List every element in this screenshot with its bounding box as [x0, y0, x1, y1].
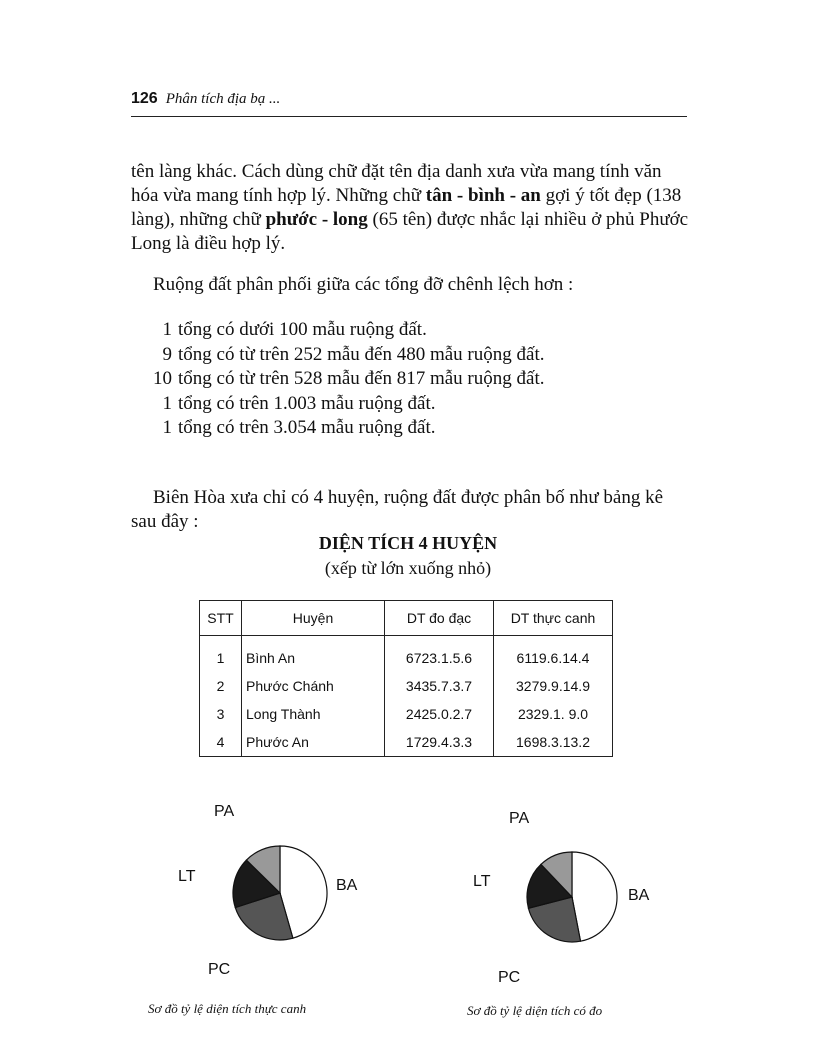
list-item: 1 tổng có trên 1.003 mẫu ruộng đất.	[162, 392, 436, 414]
pie-label-lt: LT	[473, 873, 491, 890]
pie-caption-measured: Sơ đồ tỷ lệ diện tích có đo	[467, 1003, 603, 1018]
pie-label-pa: PA	[214, 803, 235, 820]
table-subtitle: (xếp từ lớn xuống nhỏ)	[324, 558, 492, 578]
para1-text-c: (65 tên) được nhắc lại nhiều ở phủ Phước Long là điều hợp lý.	[131, 209, 689, 254]
page-number: 126	[131, 90, 158, 107]
running-title: Phân tích địa bạ ...	[165, 91, 281, 107]
table-row: 3 Long Thành 2425.0.2.7 2329.1. 9.0	[200, 700, 613, 728]
header-cultivated-area: DT thực canh	[494, 601, 613, 636]
pie-label-pa: PA	[509, 810, 530, 827]
paragraph-land-distribution: Ruộng đất phân phối giữa các tổng đỡ chênh lệch hơn :	[153, 274, 574, 295]
list-item: 9 tổng có từ trên 252 mẫu đến 480 mẫu ruộng đất.	[162, 343, 545, 365]
district-area-table	[199, 600, 613, 757]
pie-label-pc: PC	[498, 969, 521, 986]
header-measured-area: DT đo đạc	[385, 601, 494, 636]
table-header-row	[200, 601, 613, 636]
pie-chart-measured	[460, 805, 690, 995]
table-row: 4 Phước An 1729.4.3.3 1698.3.13.2	[200, 728, 613, 757]
table-row: 2 Phước Chánh 3435.7.3.7 3279.9.14.9	[200, 672, 613, 700]
table-row: 1 Bình An 6723.1.5.6 6119.6.14.4	[200, 636, 613, 673]
pie-chart-cultivated	[150, 795, 380, 995]
para1-bold-b: phước - long	[265, 209, 368, 230]
list-item: 1 tổng có dưới 100 mẫu ruộng đất.	[162, 319, 427, 340]
canton-land-list	[150, 318, 544, 441]
header-stt: STT	[200, 601, 242, 636]
pie-label-pc: PC	[208, 961, 231, 978]
list-item: 10 tổng có từ trên 528 mẫu đến 817 mẫu ruộng đất.	[153, 368, 545, 389]
pie-label-ba: BA	[628, 887, 650, 904]
para1-text-b: gợi ý tốt đẹp (138 làng), những chữ	[131, 185, 682, 230]
pie-svg-cultivated	[150, 795, 380, 995]
paragraph-bien-hoa: Biên Hòa xưa chỉ có 4 huyện, ruộng đất được phân bố như bảng kê sau đây :	[131, 487, 664, 532]
page-header	[131, 90, 687, 117]
header-district: Huyện	[242, 601, 385, 636]
table-title: DIỆN TÍCH 4 HUYỆN	[318, 533, 498, 553]
pie-caption-cultivated: Sơ đồ tỷ lệ diện tích thực canh	[148, 1001, 307, 1016]
list-item: 1 tổng có trên 3.054 mẫu ruộng đất.	[162, 417, 436, 438]
para1-text-a: tên làng khác. Cách dùng chữ đặt tên địa danh xưa vừa mang tính văn hóa vừa mang tính hợp lý. Những chữ	[131, 161, 662, 206]
pie-slice-ba	[572, 852, 617, 941]
pie-label-lt: LT	[178, 868, 196, 885]
pie-label-ba: BA	[336, 877, 358, 894]
pie-svg-measured	[460, 805, 690, 995]
para1-bold-a: tân - bình - an	[425, 185, 541, 206]
paragraph-place-names	[131, 160, 689, 256]
